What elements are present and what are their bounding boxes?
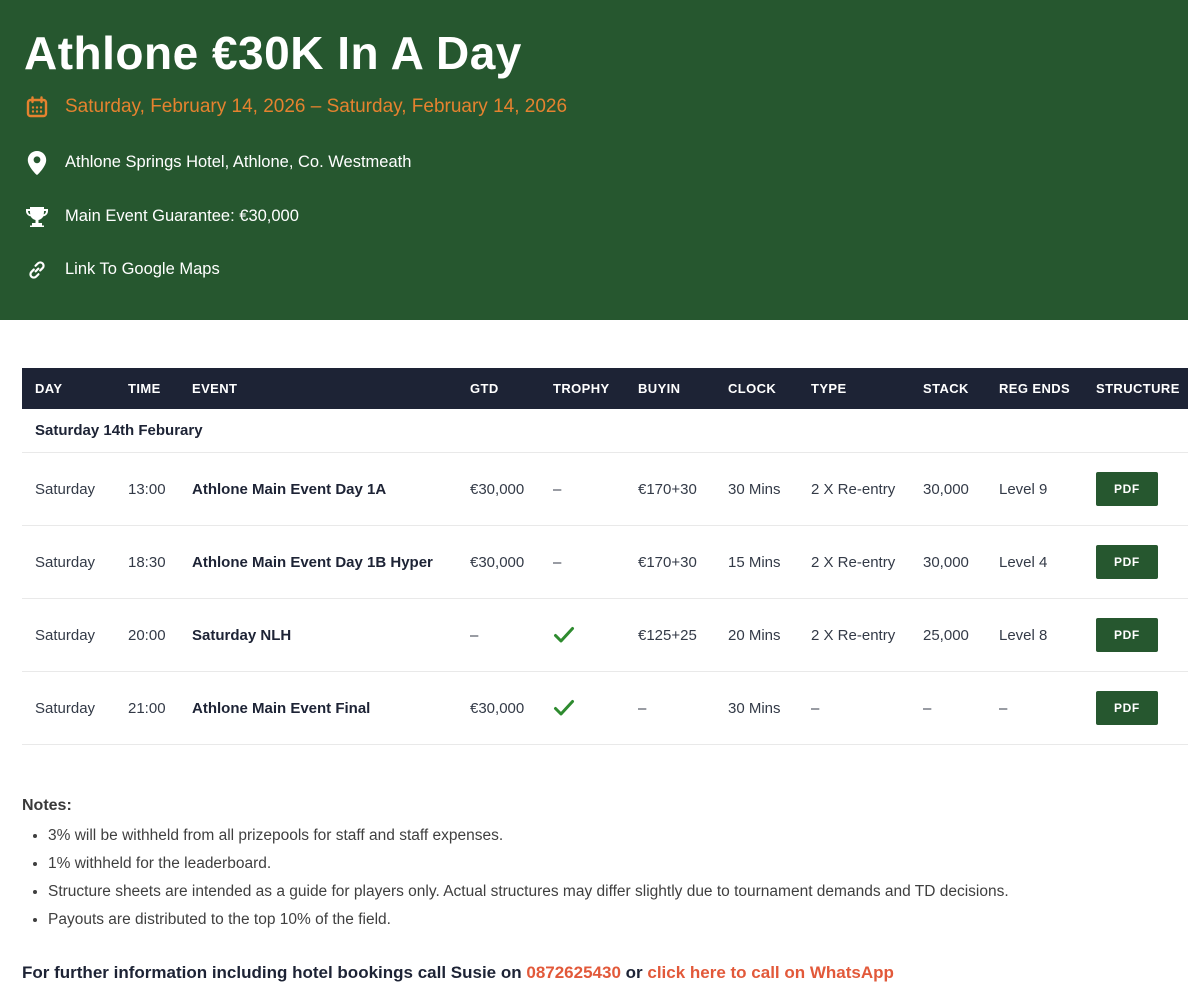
list-item: • 1% withheld for the leaderboard. — [48, 855, 1188, 873]
col-structure: STRUCTURE — [1083, 368, 1188, 409]
pdf-button[interactable]: PDF — [1096, 618, 1158, 652]
cell-clock: 30 Mins — [715, 453, 798, 526]
cell-day: Saturday — [22, 526, 115, 599]
cell-stack: 30,000 — [910, 453, 986, 526]
schedule-header-row — [22, 368, 1188, 409]
col-gtd: GTD — [457, 368, 540, 409]
cell-structure — [1083, 453, 1188, 526]
cell-buyin: €170+30 — [625, 526, 715, 599]
link-icon — [24, 259, 50, 281]
cell-time: 13:00 — [115, 453, 179, 526]
phone-link[interactable]: 0872625430 — [526, 963, 621, 982]
event-guarantee-row — [24, 206, 1164, 228]
cell-time: 18:30 — [115, 526, 179, 599]
page-title: Athlone €30K In A Day — [24, 27, 522, 79]
pdf-button[interactable]: PDF — [1096, 691, 1158, 725]
cell-event: Athlone Main Event Day 1B Hyper — [179, 526, 457, 599]
col-type: TYPE — [798, 368, 910, 409]
cell-trophy: – — [540, 453, 625, 526]
table-row — [22, 526, 1188, 599]
cell-event: Athlone Main Event Final — [179, 672, 457, 745]
cell-structure — [1083, 672, 1188, 745]
col-trophy: TROPHY — [540, 368, 625, 409]
cell-stack: 30,000 — [910, 526, 986, 599]
whatsapp-link[interactable]: click here to call on WhatsApp — [647, 963, 894, 982]
table-row — [22, 599, 1188, 672]
cell-day: Saturday — [22, 599, 115, 672]
contact-middle: or — [620, 963, 648, 982]
event-hero — [0, 0, 1188, 320]
cell-structure — [1083, 526, 1188, 599]
maps-link-row[interactable] — [24, 259, 1164, 281]
col-reg-ends: REG ENDS — [986, 368, 1083, 409]
cell-day: Saturday — [22, 453, 115, 526]
event-dates-row — [24, 95, 1164, 119]
cell-reg-ends: Level 8 — [986, 599, 1083, 672]
list-item: • Payouts are distributed to the top 10% of the field. — [48, 911, 1188, 929]
event-date-range: Saturday, February 14, 2026 – Saturday, February 14, 2026 — [65, 95, 568, 117]
schedule-table — [22, 368, 1188, 745]
main-content — [22, 368, 1188, 983]
pdf-button[interactable]: PDF — [1096, 472, 1158, 506]
cell-clock: 20 Mins — [715, 599, 798, 672]
col-stack: STACK — [910, 368, 986, 409]
list-item: • 3% will be withheld from all prizepools for staff and staff expenses. — [48, 827, 1188, 845]
schedule-group-row — [22, 409, 1188, 453]
col-clock: CLOCK — [715, 368, 798, 409]
cell-clock: 15 Mins — [715, 526, 798, 599]
cell-trophy: – — [540, 526, 625, 599]
notes-section — [22, 797, 1188, 929]
cell-buyin: €125+25 — [625, 599, 715, 672]
group-label: Saturday 14th Feburary — [22, 409, 1188, 453]
cell-reg-ends: Level 9 — [986, 453, 1083, 526]
cell-type: 2 X Re-entry — [798, 599, 910, 672]
col-time: TIME — [115, 368, 179, 409]
col-event: EVENT — [179, 368, 457, 409]
cell-type: 2 X Re-entry — [798, 453, 910, 526]
col-day: DAY — [22, 368, 115, 409]
cell-time: 21:00 — [115, 672, 179, 745]
cell-event: Athlone Main Event Day 1A — [179, 453, 457, 526]
pdf-button[interactable]: PDF — [1096, 545, 1158, 579]
cell-gtd: €30,000 — [457, 672, 540, 745]
notes-heading: Notes: — [22, 797, 72, 814]
contact-prefix: For further information including hotel bookings call Susie on — [22, 963, 527, 982]
cell-day: Saturday — [22, 672, 115, 745]
cell-trophy — [540, 599, 625, 672]
cell-stack: – — [910, 672, 986, 745]
cell-type: 2 X Re-entry — [798, 526, 910, 599]
event-guarantee: Main Event Guarantee: €30,000 — [65, 207, 299, 226]
trophy-icon — [24, 206, 50, 228]
cell-gtd: €30,000 — [457, 526, 540, 599]
cell-structure — [1083, 599, 1188, 672]
trophy-check-icon — [553, 626, 612, 644]
cell-stack: 25,000 — [910, 599, 986, 672]
col-buyin: BUYIN — [625, 368, 715, 409]
contact-line — [22, 963, 1188, 983]
maps-link[interactable]: Link To Google Maps — [65, 260, 220, 279]
cell-reg-ends: Level 4 — [986, 526, 1083, 599]
cell-buyin: – — [625, 672, 715, 745]
event-location: Athlone Springs Hotel, Athlone, Co. Westmeath — [65, 153, 412, 172]
cell-type: – — [798, 672, 910, 745]
table-row — [22, 672, 1188, 745]
cell-buyin: €170+30 — [625, 453, 715, 526]
cell-reg-ends: – — [986, 672, 1083, 745]
location-pin-icon — [24, 151, 50, 175]
cell-clock: 30 Mins — [715, 672, 798, 745]
list-item: • Structure sheets are intended as a guide for players only. Actual structures may differ slightly due to tournament demands and TD decisions. — [48, 883, 1188, 901]
calendar-icon — [24, 95, 50, 119]
cell-gtd: – — [457, 599, 540, 672]
table-row — [22, 453, 1188, 526]
cell-event: Saturday NLH — [179, 599, 457, 672]
cell-gtd: €30,000 — [457, 453, 540, 526]
cell-time: 20:00 — [115, 599, 179, 672]
trophy-check-icon — [553, 699, 612, 717]
event-location-row — [24, 151, 1164, 175]
cell-trophy — [540, 672, 625, 745]
notes-list — [22, 827, 1188, 929]
